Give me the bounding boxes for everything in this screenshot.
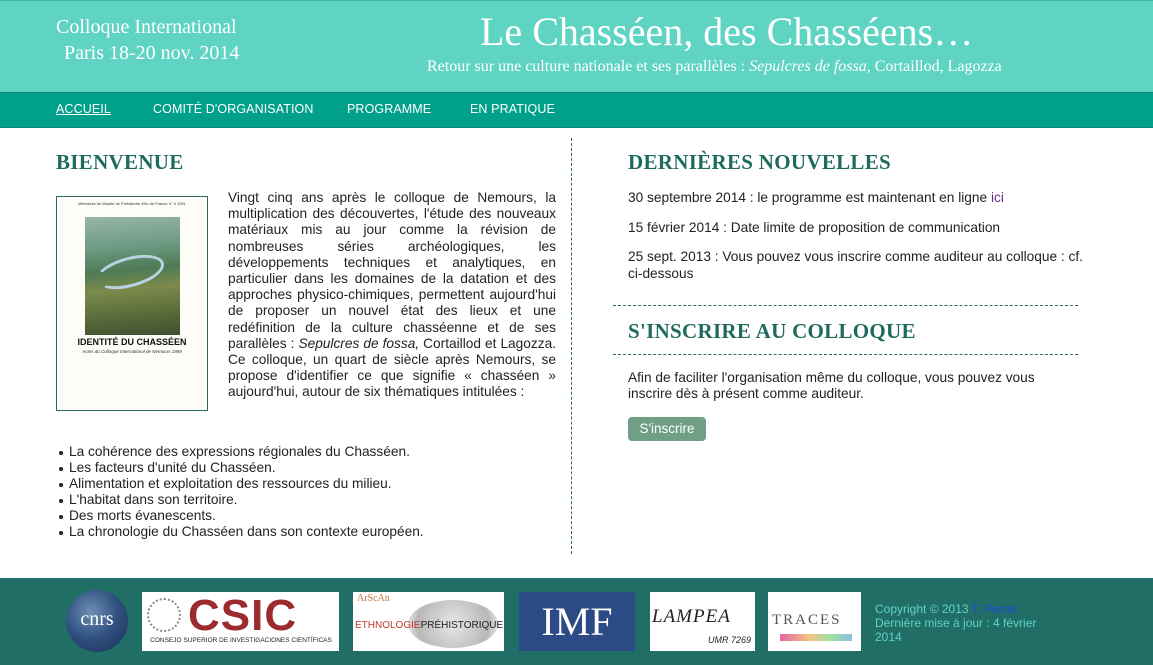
arscan-label-black: PRÉHISTORIQUE [420,620,504,631]
site-subtitle [427,58,1002,76]
main-nav [0,92,1153,128]
csic-logo[interactable] [142,592,339,651]
cnrs-logo[interactable] [66,590,128,652]
list-item: Des morts évanescents. [56,508,556,524]
section-divider [613,305,1078,306]
copyright-line [875,602,1050,616]
list-item: Les facteurs d'unité du Chasséen. [56,460,556,476]
news-item [628,190,1083,206]
register-button[interactable]: S'inscrire [628,417,706,441]
nav-item-comite[interactable]: COMITÉ D'ORGANISATION [153,102,314,116]
register-text: Afin de faciliter l'organisation même du colloque, vous pouvez vous inscrire dès à présent comme auditeur. [628,370,1035,402]
news-item: 25 sept. 2013 : Vous pouvez vous inscrire comme auditeur au colloque : cf. ci-dessous [628,249,1083,281]
conference-info [56,14,271,66]
csic-logo-subtitle: CONSEJO SUPERIOR DE INVESTIGACIONES CIENTÍFICAS [150,637,332,644]
book-subtitle: Actes du Colloque International de Nemours 1989 [82,349,182,354]
welcome-heading-wrap [56,150,556,175]
news-title: DERNIÈRES NOUVELLES [628,150,892,174]
arscan-logo-label [355,620,503,631]
traces-logo[interactable] [768,592,861,651]
footer-credits [875,602,1050,644]
imf-logo[interactable] [519,592,635,651]
book-title: IDENTITÉ DU CHASSÉEN [77,337,187,347]
csic-emblem-icon [147,598,181,632]
arscan-label-red: ETHNOLOGIE [355,620,421,631]
nav-item-accueil[interactable]: ACCUEIL [56,102,111,116]
list-item: La cohérence des expressions régionales du Chasséen. [56,444,556,460]
intro-text-2: Cortaillod et Lagozza. Ce colloque, un quart de siècle après Nemours, se propose d'identifier ce que signifie « chasséen » aujourd'hui, autour de six thématiques intitulées : [228,335,556,400]
register-title: S'INSCRIRE AU COLLOQUE [628,319,916,343]
river-shape [92,248,167,295]
section-divider [613,354,1078,355]
intro-text-1: Vingt cinq ans après le colloque de Nemours, la multiplication des découvertes, l'étude des nouveaux matériaux mis au jour comme la révision de nombreuses séries archéologiques, les développements techniques et analytiques, en particulier dans les domaines de la datation et des approches physico-chimiques, permettent aujourd'hui de proposer un nouvel état des lieux et une redéfinition de la culture chasséenne et de ses parallèles : [228,190,556,351]
book-series: Mémoires du Musée de Préhistoire d'Ile de France n° 4 1991 [78,201,186,206]
landscape-photo [85,217,180,335]
lampea-logo[interactable] [650,592,755,651]
author-link[interactable]: T. Perrin [971,602,1017,616]
copyright-text: Copyright © 2013 [875,602,972,616]
arscan-logo-text: ArScAn [357,593,390,604]
cnrs-logo-text: cnrs [80,608,114,630]
subtitle-part1: Retour sur une culture nationale et ses parallèles : [427,58,750,75]
lampea-logo-text: LAMPEA [652,606,731,627]
lampea-logo-subtitle: UMR 7269 [708,635,752,645]
imf-logo-text: IMF [541,599,613,644]
nav-item-en-pratique[interactable]: EN PRATIQUE [470,102,555,116]
welcome-title: BIENVENUE [56,150,184,174]
conference-name: Colloque International [56,16,237,38]
site-title: Le Chasséen, des Chasséens… [480,9,974,54]
list-item: L'habitat dans son territoire. [56,492,556,508]
news-list [628,190,1083,295]
subtitle-part2: Cortaillod, Lagozza [870,58,1002,75]
intro-paragraph [228,190,556,401]
csic-logo-text: CSIC [188,592,298,640]
list-item: La chronologie du Chasséen dans son contexte européen. [56,524,556,540]
program-link[interactable]: ici [990,190,1004,205]
news-item-text: 30 septembre 2014 : le programme est maintenant en ligne [628,190,991,205]
news-item: 15 février 2014 : Date limite de proposition de communication [628,219,1001,235]
book-cover-image [56,196,208,411]
last-update: Dernière mise à jour : 4 février 2014 [875,616,1037,644]
site-header [0,0,1153,92]
conference-dates: Paris 18-20 nov. 2014 [64,42,240,64]
nav-item-programme[interactable]: PROGRAMME [347,102,432,116]
subtitle-em: Sepulcres de fossa, [749,58,871,75]
topics-list [56,444,556,540]
column-divider [571,138,572,554]
list-item: Alimentation et exploitation des ressources du milieu. [56,476,556,492]
intro-emphasis: Sepulcres de fossa, [298,335,420,351]
traces-stripe [780,634,852,641]
traces-logo-text: TRACES [772,612,842,628]
arscan-logo[interactable] [353,592,504,651]
